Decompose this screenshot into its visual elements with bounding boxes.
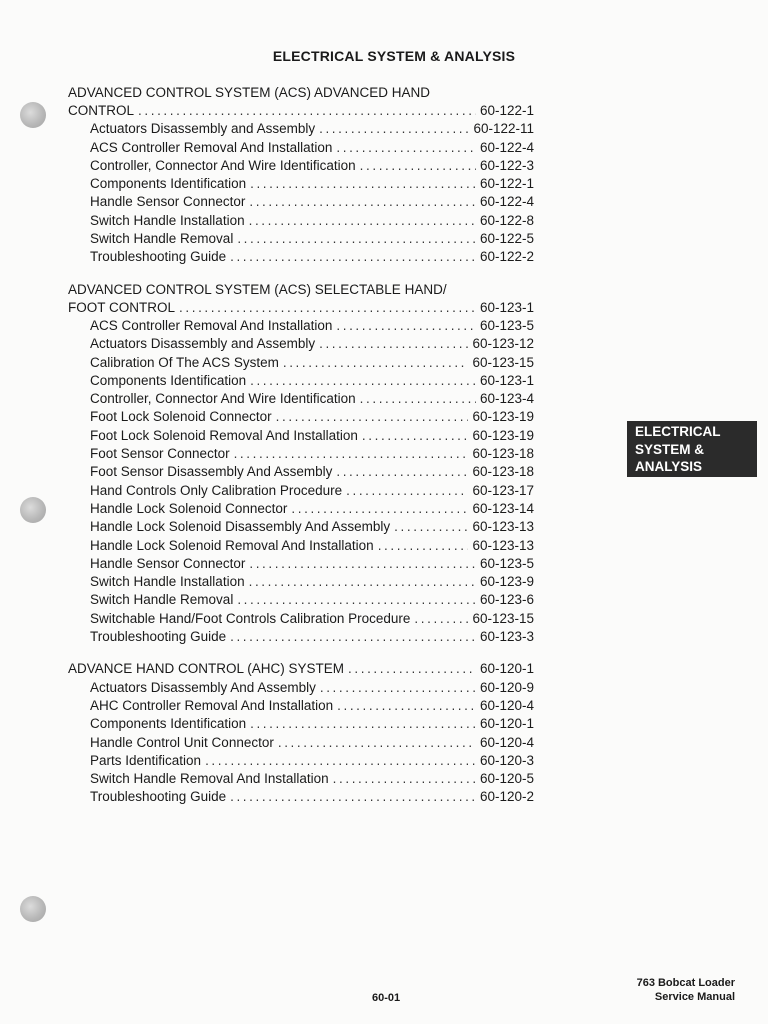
dot-leader — [250, 175, 476, 193]
manual-title-line: 763 Bobcat Loader — [636, 977, 735, 989]
entry-label: FOOT CONTROL — [68, 299, 176, 315]
dot-leader — [249, 555, 476, 573]
toc-entry[interactable] — [68, 463, 534, 481]
section-heading-entry[interactable] — [68, 660, 534, 678]
entry-page: 60-123-13 — [472, 519, 534, 535]
entry-page: 60-120-3 — [479, 752, 534, 768]
entry-label: Handle Sensor Connector — [90, 194, 246, 210]
entry-page: 60-120-9 — [479, 679, 534, 695]
entry-label: Actuators Disassembly And Assembly — [90, 679, 316, 695]
entry-page: 60-123-19 — [472, 427, 534, 443]
entry-page: 60-123-17 — [472, 482, 534, 498]
entry-page: 60-123-12 — [472, 336, 534, 352]
dot-leader — [249, 573, 476, 591]
entry-label: ADVANCE HAND CONTROL (AHC) SYSTEM — [68, 661, 345, 677]
dot-leader — [230, 628, 476, 646]
entry-page: 60-120-4 — [479, 734, 534, 750]
dot-leader — [319, 120, 469, 138]
entry-label: Controller, Connector And Wire Identification — [90, 391, 356, 407]
entry-label: Actuators Disassembly and Assembly — [90, 336, 316, 352]
entry-label: Troubleshooting Guide — [90, 789, 227, 805]
toc-entry[interactable] — [68, 573, 534, 591]
dot-leader — [333, 770, 476, 788]
section-heading-entry[interactable] — [68, 102, 534, 120]
entry-label: Actuators Disassembly and Assembly — [90, 121, 316, 137]
toc-entry[interactable] — [68, 679, 534, 697]
tab-line: ANALYSIS — [635, 459, 703, 474]
toc-entry[interactable] — [68, 157, 534, 175]
section-title: ADVANCED CONTROL SYSTEM (ACS) SELECTABLE HAND/ — [68, 281, 447, 297]
entry-label: Switch Handle Installation — [90, 212, 245, 228]
section-tab[interactable] — [627, 421, 757, 477]
table-of-contents — [68, 84, 534, 821]
dot-leader — [250, 372, 476, 390]
entry-label: Switch Handle Removal — [90, 592, 234, 608]
dot-leader — [360, 157, 476, 175]
dot-leader — [320, 679, 476, 697]
entry-label: Switch Handle Removal — [90, 231, 234, 247]
entry-page: 60-122-8 — [479, 212, 534, 228]
toc-entry[interactable] — [68, 555, 534, 573]
tab-line: ELECTRICAL — [635, 424, 721, 439]
entry-page: 60-123-3 — [479, 629, 534, 645]
toc-entry[interactable] — [68, 482, 534, 500]
toc-entry[interactable] — [68, 390, 534, 408]
toc-entry[interactable] — [68, 788, 534, 806]
dot-leader — [283, 354, 469, 372]
entry-label: Troubleshooting Guide — [90, 249, 227, 265]
toc-entry[interactable] — [68, 770, 534, 788]
dot-leader — [249, 212, 476, 230]
entry-label: Components Identification — [90, 716, 247, 732]
dot-leader — [230, 248, 476, 266]
punch-hole-icon — [20, 896, 46, 922]
page-number: 60-01 — [372, 992, 401, 1004]
section-heading-entry[interactable] — [68, 299, 534, 317]
entry-label: Calibration Of The ACS System — [90, 354, 279, 370]
entry-page: 60-120-1 — [479, 661, 534, 677]
dot-leader — [179, 299, 476, 317]
entry-label: Handle Control Unit Connector — [90, 734, 274, 750]
entry-page: 60-120-5 — [479, 771, 534, 787]
dot-leader — [205, 752, 476, 770]
entry-label: ACS Controller Removal And Installation — [90, 317, 333, 333]
entry-page: 60-123-18 — [472, 464, 534, 480]
entry-page: 60-123-19 — [472, 409, 534, 425]
dot-leader — [414, 610, 468, 628]
toc-entry[interactable] — [68, 120, 534, 138]
entry-page: 60-120-4 — [479, 697, 534, 713]
toc-section-acs-advanced-hand — [68, 84, 534, 267]
entry-label: Handle Lock Solenoid Connector — [90, 500, 288, 516]
dot-leader — [346, 482, 468, 500]
dot-leader — [394, 518, 468, 536]
entry-page: 60-123-4 — [479, 391, 534, 407]
entry-label: Switch Handle Removal And Installation — [90, 771, 329, 787]
tab-line: SYSTEM & — [635, 441, 705, 457]
entry-page: 60-123-9 — [479, 574, 534, 590]
dot-leader — [336, 463, 468, 481]
entry-label: Components Identification — [90, 372, 247, 388]
dot-leader — [138, 102, 476, 120]
entry-page: 60-123-1 — [479, 299, 534, 315]
page-title: ELECTRICAL SYSTEM & ANALYSIS — [272, 48, 516, 64]
dot-leader — [230, 788, 476, 806]
dot-leader — [362, 427, 469, 445]
dot-leader — [276, 408, 469, 426]
toc-entry[interactable] — [68, 734, 534, 752]
toc-entry[interactable] — [68, 697, 534, 715]
toc-entry[interactable] — [68, 427, 534, 445]
entry-label: Foot Lock Solenoid Removal And Installation — [90, 427, 358, 443]
entry-label: AHC Controller Removal And Installation — [90, 697, 334, 713]
dot-leader — [234, 445, 469, 463]
toc-entry[interactable] — [68, 354, 534, 372]
entry-label: Foot Sensor Disassembly And Assembly — [90, 464, 333, 480]
entry-page: 60-123-13 — [472, 537, 534, 553]
dot-leader — [278, 734, 476, 752]
toc-entry[interactable] — [68, 537, 534, 555]
dot-leader — [360, 390, 476, 408]
entry-label: Foot Lock Solenoid Connector — [90, 409, 272, 425]
entry-page: 60-123-5 — [479, 555, 534, 571]
entry-page: 60-122-2 — [479, 249, 534, 265]
dot-leader — [237, 230, 476, 248]
section-title: ADVANCED CONTROL SYSTEM (ACS) ADVANCED HAND — [68, 85, 431, 100]
entry-label: CONTROL — [68, 103, 135, 118]
entry-label: ACS Controller Removal And Installation — [90, 139, 333, 155]
dot-leader — [378, 537, 469, 555]
toc-entry[interactable] — [68, 317, 534, 335]
toc-entry[interactable] — [68, 408, 534, 426]
toc-entry[interactable] — [68, 335, 534, 353]
dot-leader — [291, 500, 468, 518]
manual-title-line: Service Manual — [654, 991, 735, 1003]
entry-page: 60-122-11 — [473, 121, 534, 137]
entry-label: Parts Identification — [90, 752, 202, 768]
toc-entry[interactable] — [68, 230, 534, 248]
toc-entry[interactable] — [68, 212, 534, 230]
entry-label: Handle Sensor Connector — [90, 555, 246, 571]
entry-page: 60-123-18 — [472, 446, 534, 462]
entry-page: 60-122-5 — [479, 231, 534, 247]
entry-label: Handle Lock Solenoid Removal And Installation — [90, 537, 374, 553]
entry-label: Hand Controls Only Calibration Procedure — [90, 482, 343, 498]
entry-label: Switchable Hand/Foot Controls Calibration Procedure — [90, 610, 411, 626]
toc-entry[interactable] — [68, 372, 534, 390]
toc-entry[interactable] — [68, 139, 534, 157]
entry-page: 60-122-3 — [479, 157, 534, 173]
toc-entry[interactable] — [68, 500, 534, 518]
entry-page: 60-123-1 — [479, 372, 534, 388]
entry-label: Troubleshooting Guide — [90, 629, 227, 645]
toc-section-acs-selectable — [68, 281, 534, 647]
toc-entry[interactable] — [68, 175, 534, 193]
entry-page: 60-123-14 — [472, 500, 534, 516]
dot-leader — [249, 193, 476, 211]
toc-entry[interactable] — [68, 628, 534, 646]
dot-leader — [336, 139, 476, 157]
entry-page: 60-122-1 — [479, 176, 534, 192]
toc-section-ahc-system — [68, 660, 534, 806]
toc-entry[interactable] — [68, 591, 534, 609]
toc-entry[interactable] — [68, 610, 534, 628]
dot-leader — [237, 591, 476, 609]
toc-entry[interactable] — [68, 752, 534, 770]
entry-label: Controller, Connector And Wire Identification — [90, 157, 356, 173]
punch-hole-icon — [20, 497, 46, 523]
dot-leader — [250, 715, 476, 733]
entry-page: 60-122-4 — [479, 139, 534, 155]
entry-page: 60-120-1 — [479, 716, 534, 732]
dot-leader — [337, 697, 476, 715]
toc-entry[interactable] — [68, 193, 534, 211]
entry-page: 60-123-15 — [472, 354, 534, 370]
entry-label: Switch Handle Installation — [90, 574, 245, 590]
toc-entry[interactable] — [68, 445, 534, 463]
entry-page: 60-122-1 — [479, 103, 534, 118]
entry-label: Handle Lock Solenoid Disassembly And Assembly — [90, 519, 391, 535]
entry-page: 60-120-2 — [479, 789, 534, 805]
toc-entry[interactable] — [68, 518, 534, 536]
entry-label: Foot Sensor Connector — [90, 446, 230, 462]
entry-page: 60-122-4 — [479, 194, 534, 210]
punch-hole-icon — [20, 102, 46, 128]
dot-leader — [336, 317, 476, 335]
entry-label: Components Identification — [90, 176, 247, 192]
toc-entry[interactable] — [68, 715, 534, 733]
dot-leader — [319, 335, 468, 353]
entry-page: 60-123-5 — [479, 317, 534, 333]
entry-page: 60-123-6 — [479, 592, 534, 608]
toc-entry[interactable] — [68, 248, 534, 266]
manual-title — [637, 976, 735, 1004]
dot-leader — [348, 660, 476, 678]
entry-page: 60-123-15 — [472, 610, 534, 626]
